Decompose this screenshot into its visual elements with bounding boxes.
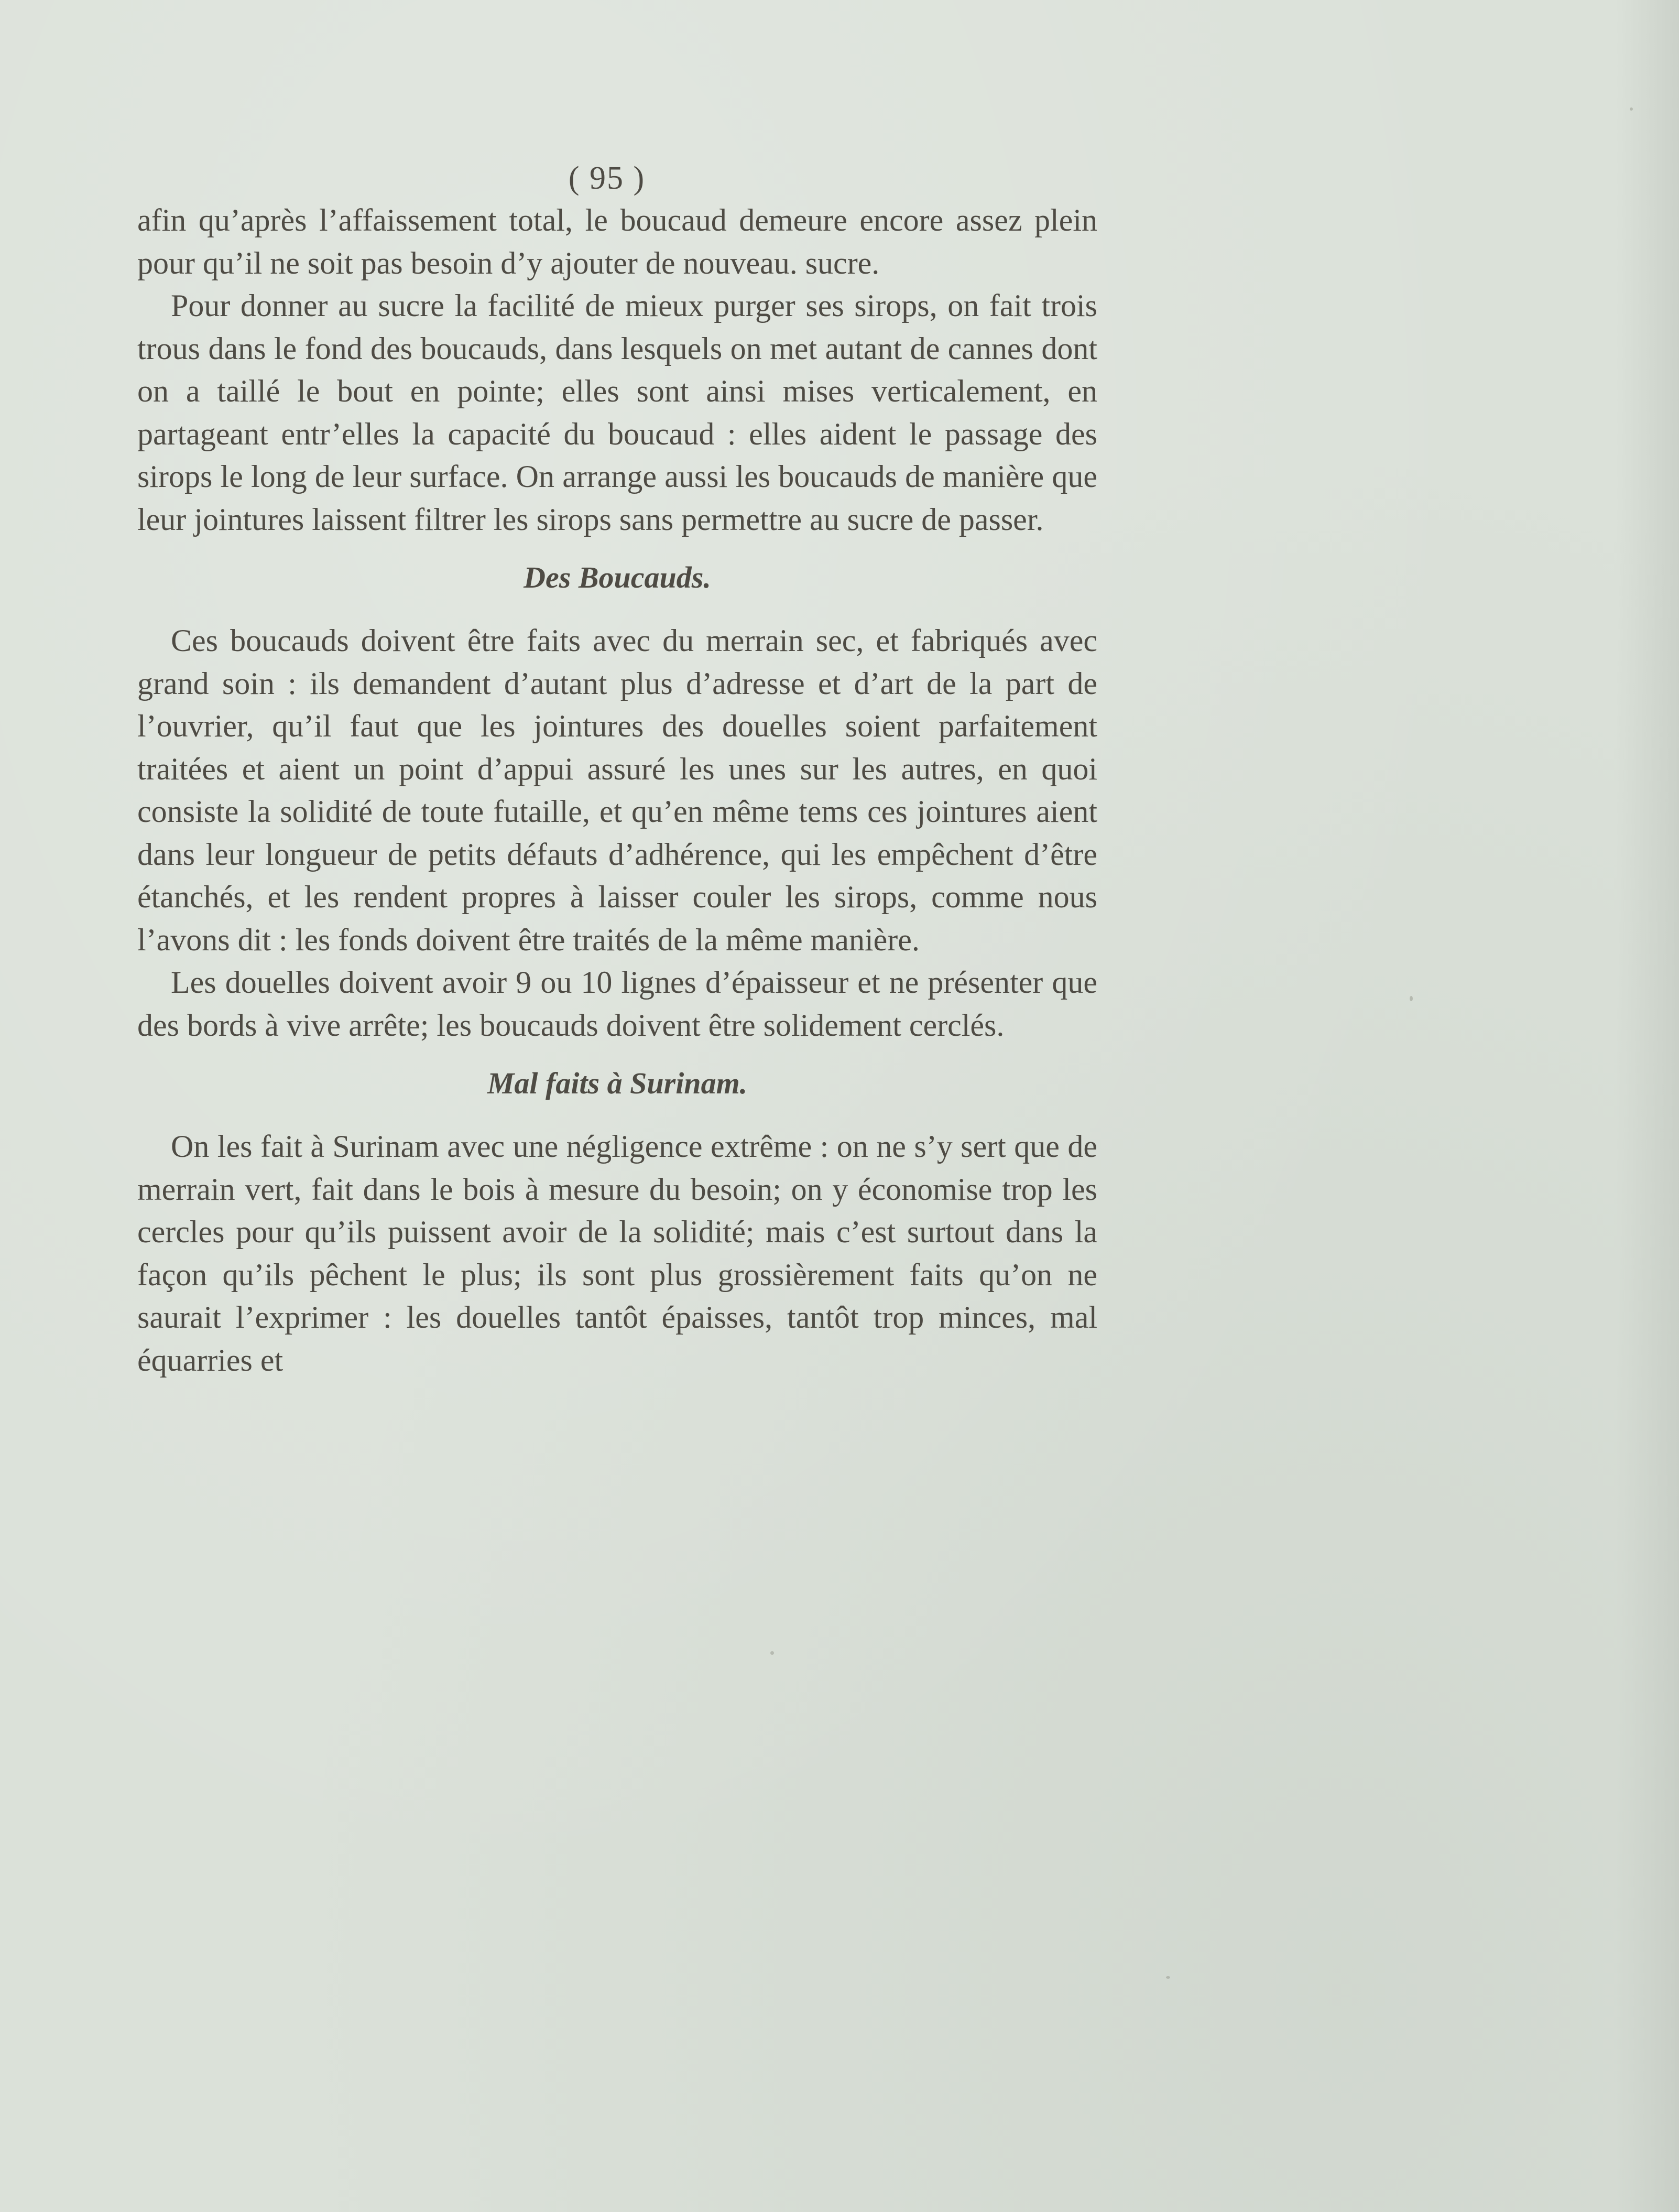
- paragraph: Les douelles doivent avoir 9 ou 10 lignes d’épaisseur et ne présenter que des bords à vive arrête; les boucauds doivent être solidement cerclés.: [137, 965, 1097, 1043]
- ink-speck: [1630, 107, 1633, 111]
- paragraph: afin qu’après l’affaissement total, le boucaud demeure encore assez plein pour qu’il ne soit pas besoin d’y ajouter de nouveau. sucre.: [137, 203, 1097, 280]
- paragraph: Pour donner au sucre la facilité de mieux purger ses sirops, on fait trois trous dans le fond des boucauds, dans lesquels on met autant de cannes dont on a taillé le bout en pointe; elles sont ainsi mises verticalement, en partageant entr’elles la capacité du boucaud : elles aident le passage des sirops le long de leur surface. On arrange aussi les boucauds de manière que leur jointures laissent filtrer les sirops sans permettre au sucre de passer.: [137, 288, 1097, 537]
- paragraph: Ces boucauds doivent être faits avec du merrain sec, et fabriqués avec grand soin : ils demandent d’autant plus d’adresse et d’art de la part de l’ouvrier, qu’il faut que les jointures des douelles soient parfaitement traitées et aient un point d’appui assuré les unes sur les autres, en quoi consiste la solidité de toute futaille, et qu’en même tems ces jointures aient dans leur longueur de petits défauts d’adhérence, qui les empêchent d’être étanchés, et les rendent propres à laisser couler les sirops, comme nous l’avons dit : les fonds doivent être traités de la même manière.: [137, 623, 1097, 957]
- ink-speck: [1166, 1976, 1170, 1979]
- text-column: [137, 157, 1097, 1382]
- page-number: ( 95 ): [568, 160, 646, 196]
- page-edge: [1616, 0, 1679, 2212]
- section-heading: Mal faits à Surinam.: [487, 1066, 748, 1100]
- paragraph: On les fait à Surinam avec une négligence extrême : on ne s’y sert que de merrain vert, fait dans le bois à mesure du besoin; on y économise trop les cercles pour qu’ils puissent avoir de la solidité; mais c’est surtout dans la façon qu’ils pêchent le plus; ils sont plus grossièrement faits qu’on ne saurait l’exprimer : les douelles tantôt épaisses, tantôt trop minces, mal équarries et: [137, 1129, 1097, 1378]
- ink-speck: [770, 1651, 774, 1655]
- ink-speck: [1410, 996, 1413, 1001]
- section-heading: Des Boucauds.: [524, 560, 711, 594]
